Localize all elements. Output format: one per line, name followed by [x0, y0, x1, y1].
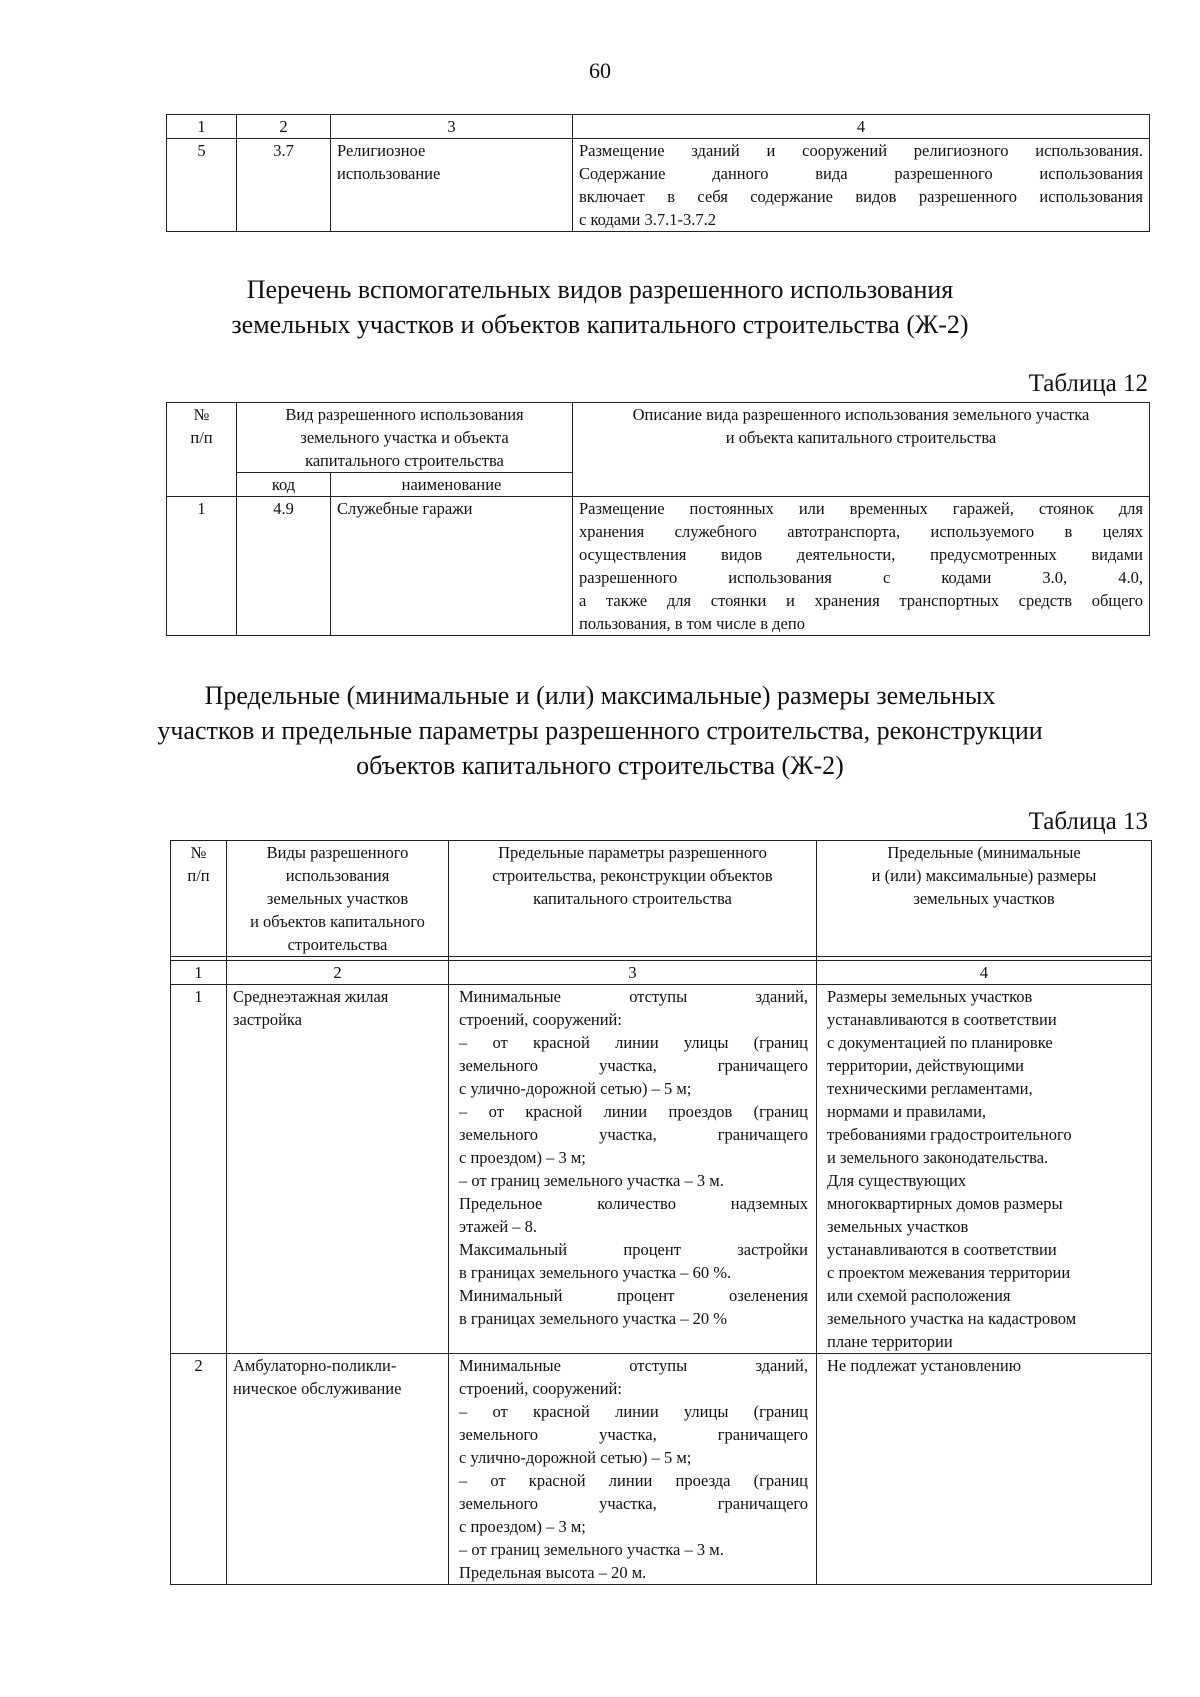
table-row: [167, 497, 1150, 636]
row-description: Размещение зданий и сооружений религиозного использования. Содержание данного вида разрешенного использования включает в себя содержание видов разрешенного использования с кодами 3.7.1-3.7.2: [573, 139, 1150, 232]
header-sizes: Предельные (минимальные и (или) максимальные) размеры земельных участков: [817, 841, 1152, 957]
row-name: Амбулаторно-поликли- ническое обслуживание: [227, 1354, 449, 1585]
col-number: 2: [227, 961, 449, 985]
row-sizes: Размеры земельных участков устанавливаются в соответствии с документацией по планировке территории, действующими техническими регламентами, нормами и правилами, требованиями градостроительного и земельного законодательства. Для существующих многоквартирных домов размеры земельных участков устанавливаются в соответствии с проектом межевания территории или схемой расположения земельного участка на кадастровом плане территории: [817, 985, 1152, 1354]
column-numbers-row: [171, 961, 1152, 985]
col-number: 1: [171, 961, 227, 985]
table12-caption: Таблица 12: [1028, 370, 1148, 397]
header-kind: Вид разрешенного использования земельного участка и объекта капитального строительства: [237, 403, 573, 473]
table-header-row: [167, 115, 1150, 139]
heading-limit-parameters: Предельные (минимальные и (или) максимальные) размеры земельных участков и предельные параметры разрешенного строительства, реконструкции объектов капитального строительства (Ж-2): [157, 681, 1043, 780]
row-code: 4.9: [237, 497, 331, 636]
header-number: № п/п: [171, 841, 227, 957]
table-row: [171, 985, 1152, 1354]
col-number: 4: [817, 961, 1152, 985]
page-number: 60: [589, 58, 611, 83]
col-number: 4: [573, 115, 1150, 139]
table-row: [171, 1354, 1152, 1585]
table-13: [170, 840, 1152, 1585]
row-number: 1: [171, 985, 227, 1354]
row-name: Среднеэтажная жилая застройка: [227, 985, 449, 1354]
table-top: [166, 114, 1150, 232]
row-number: 5: [167, 139, 237, 232]
header-name: наименование: [331, 473, 573, 497]
col-number: 1: [167, 115, 237, 139]
table13-caption: Таблица 13: [1028, 808, 1148, 835]
header-parameters: Предельные параметры разрешенного строительства, реконструкции объектов капитального строительства: [449, 841, 817, 957]
row-code: 3.7: [237, 139, 331, 232]
row-name: Религиозное использование: [331, 139, 573, 232]
header-code: код: [237, 473, 331, 497]
row-sizes: Не подлежат установлению: [817, 1354, 1152, 1585]
col-number: 3: [449, 961, 817, 985]
heading-auxiliary-uses: Перечень вспомогательных видов разрешенного использования земельных участков и объектов капитального строительства (Ж-2): [231, 275, 969, 339]
header-kinds: Виды разрешенного использования земельных участков и объектов капитального строительства: [227, 841, 449, 957]
row-parameters: Минимальные отступы зданий, строений, сооружений: – от красной линии улицы (границ земельного участка, граничащего с улично-дорожной сетью) – 5 м; – от красной линии проездов (границ земельного участка, граничащего с проездом) – 3 м; – от границ земельного участка – 3 м. Предельное количество надземных этажей – 8. Максимальный процент застройки в границах земельного участка – 60 %. Минимальный процент озеленения в границах земельного участка – 20 %: [449, 985, 817, 1354]
table-12: [166, 402, 1150, 636]
row-name: Служебные гаражи: [331, 497, 573, 636]
table-row: [167, 139, 1150, 232]
row-description: Размещение постоянных или временных гаражей, стоянок для хранения служебного автотранспорта, используемого в целях осуществления видов деятельности, предусмотренных видами разрешенного использования с кодами 3.0, 4.0, а также для стоянки и хранения транспортных средств общего пользования, в том числе в депо: [573, 497, 1150, 636]
row-parameters: Минимальные отступы зданий, строений, сооружений: – от красной линии улицы (границ земельного участка, граничащего с улично-дорожной сетью) – 5 м; – от красной линии проезда (границ земельного участка, граничащего с проездом) – 3 м; – от границ земельного участка – 3 м. Предельная высота – 20 м.: [449, 1354, 817, 1585]
header-number: № п/п: [167, 403, 237, 497]
table-header-row: [171, 841, 1152, 957]
header-description: Описание вида разрешенного использования земельного участка и объекта капитального строительства: [573, 403, 1150, 497]
row-number: 1: [167, 497, 237, 636]
col-number: 2: [237, 115, 331, 139]
row-number: 2: [171, 1354, 227, 1585]
col-number: 3: [331, 115, 573, 139]
